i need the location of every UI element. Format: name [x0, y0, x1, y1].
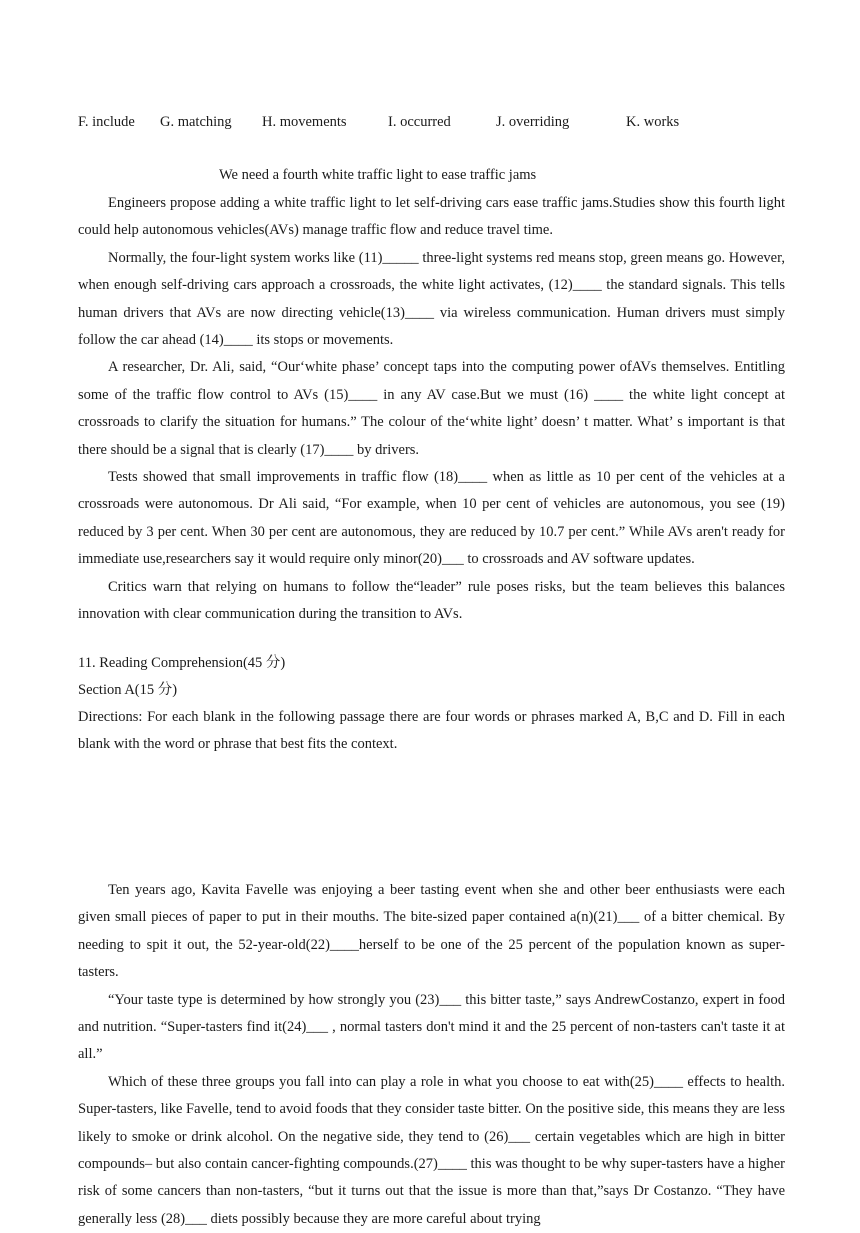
paragraph: Engineers propose adding a white traffic light to let self-driving cars ease traffic jams.Studies show this fourth light could help autonomous vehicles(AVs) manage traffic flow and reduce travel time. — [78, 195, 785, 239]
word-option-i: I. occurred — [388, 114, 451, 130]
passage-2 — [78, 877, 785, 1233]
paragraph: Critics warn that relying on humans to follow the“leader” rule poses risks, but the team believes this balances innovation with clear communication during the transition to AVs. — [78, 578, 785, 623]
word-option-j: J. overriding — [496, 114, 570, 130]
word-option-g: G. matching — [160, 114, 232, 130]
paragraph: “Your taste type is determined by how strongly you (23)___ this bitter taste,” says AndrewCostanzo, expert in food and nutrition. “Super-tasters find it(24)___ , normal tasters don't mind it and the 25 percent of non-tasters can't taste it at all.” — [78, 991, 785, 1063]
directions — [78, 704, 785, 759]
part-heading: 11. Reading Comprehension(45 分) — [78, 655, 286, 671]
section-header — [78, 650, 785, 705]
passage-title: We need a fourth white traffic light to ease traffic jams — [219, 167, 537, 183]
paragraph: Tests showed that small improvements in traffic flow (18)____ when as little as 10 per cent of the vehicles at a crossroads were autonomous. Dr Ali said, “For example, when 10 per cent of vehicles are autonomous, you see (19) reduced by 3 per cent. When 30 per cent are autonomous, they are reduced by 10.7 per cent.” While AVs aren't ready for immediate use,researchers say it would require only minor(20)___ to crossroads and AV software updates. — [78, 469, 785, 568]
section-heading: Section A(15 分) — [78, 682, 178, 699]
paragraph: Ten years ago, Kavita Favelle was enjoying a beer tasting event when she and other beer enthusiasts were each given small pieces of paper to put in their mouths. The bite-sized paper contained a(n)(21)___ of a bitter chemical. By needing to spit it out, the 52-year-old(22)____herself to be one of the 25 percent of the population known as super-tasters. — [78, 882, 785, 981]
word-option-h: H. movements — [262, 114, 347, 130]
word-bank — [78, 114, 798, 134]
paragraph: A researcher, Dr. Ali, said, “Our‘white phase’ concept taps into the computing power ofAVs themselves. Entitling some of the traffic flow control to AVs (15)____ in any AV case.But we must (16) ____ the white light concept at crossroads to clarify the situation for humans.” The colour of the‘white light’ doesn’ t matter. What’ s important is that there should be a signal that is clearly (17)____ by drivers. — [78, 359, 785, 458]
directions-text: Directions: For each blank in the following passage there are four words or phrases marked A, B,C and D. Fill in each blank with the word or phrase that best fits the context. — [78, 709, 785, 753]
paragraph: Which of these three groups you fall into can play a role in what you choose to eat with(25)____ effects to health. Super-tasters, like Favelle, tend to avoid foods that they consider taste bitter. On the positive side, this means they are less likely to smoke or drink alcohol. On the negative side, they tend to (26)___ certain vegetables which are high in bitter compounds– but also contain cancer-fighting compounds.(27)____ this was thought to be why super-tasters have a higher risk of some cancers than non-tasters, “but it turns out that the issue is more than that,”says Dr Costanzo. “They have generally less (28)___ diets possibly because they are more careful about trying — [78, 1073, 785, 1227]
word-option-k: K. works — [626, 114, 680, 130]
word-option-f: F. include — [78, 114, 135, 130]
passage-1 — [78, 190, 785, 629]
paragraph: Normally, the four-light system works like (11)_____ three-light systems red means stop, green means go. However, when enough self-driving cars approach a crossroads, the white light activates, (12)____ the standard signals. This tells human drivers that AVs are now directing vehicle(13)____ via wireless communication. Human drivers must simply follow the car ahead (14)____ its stops or movements. — [78, 249, 785, 349]
